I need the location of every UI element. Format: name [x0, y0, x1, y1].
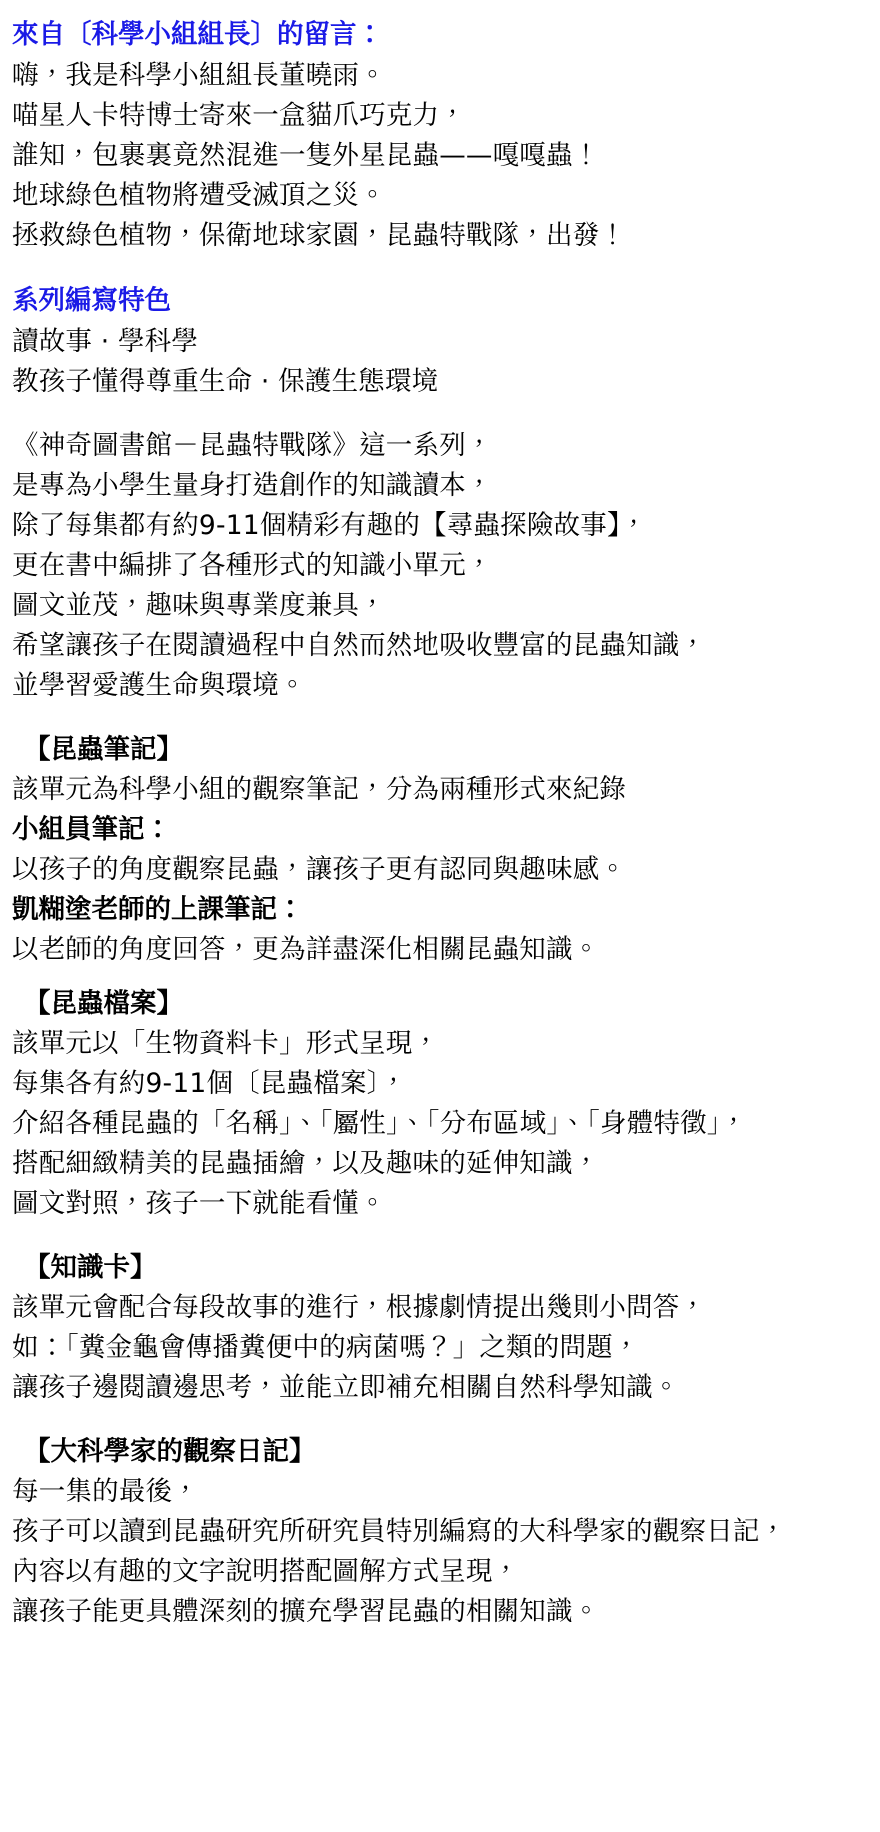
body-line: 更在書中編排了各種形式的知識小單元，	[12, 550, 493, 581]
body-line: 喵星人卡特博士寄來一盒貓爪巧克力，	[12, 100, 466, 131]
section-spacer	[12, 970, 868, 984]
body-line: 教孩子懂得尊重生命 · 保護生態環境	[12, 366, 439, 397]
body-line: 拯救綠色植物，保衛地球家園，昆蟲特戰隊，出發！	[12, 220, 627, 251]
body-line: 是專為小學生量身打造創作的知識讀本，	[12, 470, 493, 501]
section-heading: 系列編寫特色	[12, 285, 171, 316]
section-knowledge-cards	[12, 1248, 868, 1408]
body-line: 每一集的最後，	[12, 1476, 199, 1507]
section-scientist-diary	[12, 1432, 868, 1632]
body-line: 嗨，我是科學小組組長董曉雨。	[12, 60, 386, 91]
body-line: 圖文對照，孩子一下就能看懂。	[12, 1188, 386, 1219]
body-line: 讓孩子能更具體深刻的擴充學習昆蟲的相關知識。	[12, 1596, 600, 1627]
section-spacer	[12, 256, 868, 280]
body-line: 如：「糞金龜會傳播糞便中的病菌嗎？」之類的問題，	[12, 1332, 640, 1363]
body-line: 介紹各種昆蟲的「名稱」、「屬性」、「分布區域」、「身體特徵」，	[12, 1108, 747, 1139]
section-title: 【昆蟲筆記】	[24, 734, 183, 765]
body-line: 《神奇圖書館－昆蟲特戰隊》這一系列，	[12, 430, 493, 461]
body-line: 每集各有約9-11個〔昆蟲檔案〕，	[12, 1068, 407, 1099]
body-line: 搭配細緻精美的昆蟲插繪，以及趣味的延伸知識，	[12, 1148, 600, 1179]
body-line: 並學習愛護生命與環境。	[12, 670, 306, 701]
section-series-intro	[12, 426, 868, 706]
section-insect-notes	[12, 730, 868, 970]
section-title: 【昆蟲檔案】	[24, 988, 183, 1019]
section-title: 【大科學家的觀察日記】	[24, 1436, 316, 1467]
section-spacer	[12, 402, 868, 426]
body-line: 該單元以「生物資料卡」形式呈現，	[12, 1028, 440, 1059]
section-insect-files	[12, 984, 868, 1224]
body-line: 該單元會配合每段故事的進行，根據劇情提出幾則小問答，	[12, 1292, 707, 1323]
section-title: 【知識卡】	[24, 1252, 157, 1283]
subsection-label: 凱糊塗老師的上課筆記：	[12, 894, 304, 925]
body-line: 誰知，包裹裏竟然混進一隻外星昆蟲——嘎嘎蟲！	[12, 140, 600, 171]
subsection-label: 小組員筆記：	[12, 814, 171, 845]
subsection-text: 以孩子的角度觀察昆蟲，讓孩子更有認同與趣味感。	[12, 854, 627, 885]
section-spacer	[12, 1408, 868, 1432]
section-spacer	[12, 1224, 868, 1248]
section-series-features	[12, 280, 868, 402]
body-line: 地球綠色植物將遭受滅頂之災。	[12, 180, 386, 211]
body-line: 除了每集都有約9-11個精彩有趣的【尋蟲探險故事】，	[12, 510, 648, 541]
body-line: 該單元為科學小組的觀察筆記，分為兩種形式來紀錄	[12, 774, 627, 805]
section-heading: 來自〔科學小組組長〕的留言：	[12, 19, 383, 50]
section-spacer	[12, 706, 868, 730]
body-line: 讓孩子邊閱讀邊思考，並能立即補充相關自然科學知識。	[12, 1372, 680, 1403]
body-line: 孩子可以讀到昆蟲研究所研究員特別編寫的大科學家的觀察日記，	[12, 1516, 787, 1547]
section-message-from-leader	[12, 14, 868, 256]
subsection-text: 以老師的角度回答，更為詳盡深化相關昆蟲知識。	[12, 934, 600, 965]
body-line: 內容以有趣的文字說明搭配圖解方式呈現，	[12, 1556, 520, 1587]
body-line: 希望讓孩子在閱讀過程中自然而然地吸收豐富的昆蟲知識，	[12, 630, 707, 661]
body-line: 讀故事 · 學科學	[12, 326, 199, 357]
body-line: 圖文並茂，趣味與專業度兼具，	[12, 590, 386, 621]
